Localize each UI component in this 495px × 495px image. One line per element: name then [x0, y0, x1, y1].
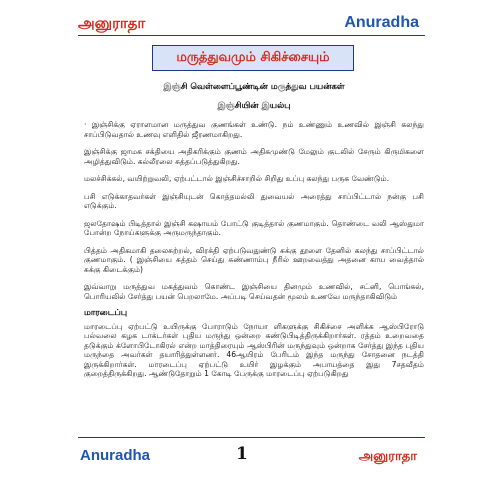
article-paragraph: · இஞ்சிக்கு ஏராளமான மருத்துவ குணங்கள் உண்டு. நம் உண்ணும் உணவில் இஞ்சி கலந்து சாப்பிடுவதால் உணவு எளிதில் ஜீரணமாகிறது.: [84, 120, 424, 139]
article-paragraph: பித்தம் அதிகமாகி தலைசுற்றல், விரக்தி ஏற்படுவதுண்டு சுக்கு தூளை தேனில் கலந்து சாப்பிட்டால் குணமாகும். ( இஞ்சியை சுத்தம் செய்து சுண்ணாம்பு நீரில் ஊறவைத்து அதனை காய வைத்தால் சுக்கு கிடைக்கும்): [84, 245, 424, 274]
article-paragraph: பசி எடுக்காதவர்கள் இஞ்சியுடன் கொத்தமல்லி துவையல் அரைத்து சாப்பிட்டால் நன்கு பசி எடுக்கும்.: [84, 191, 424, 210]
article-paragraph: இவ்வாறு மருத்துவ மகத்துவம் கொண்ட இஞ்சியை தினமும் உணவில், சட்னி, பொங்கல், பொரியலில் சேர்த்து பயன் பெறலாமே. அப்படி செய்வதன் மூலம் உணவே மருந்தாகிவிடும்: [84, 282, 424, 301]
footer-brand-tamil: அனுராதா: [358, 449, 417, 464]
header-divider: [78, 35, 425, 36]
article-body: [84, 80, 424, 387]
header-brand-english: Anuradha: [344, 14, 419, 31]
footer-brand-english: Anuradha: [80, 447, 151, 464]
page-number: 1: [236, 444, 248, 464]
footer-divider: [78, 437, 425, 438]
header-brand-tamil: அனுராதா: [78, 14, 146, 32]
section-heading: மாரடைப்பு: [84, 308, 128, 318]
section-paragraph: மாரடைப்பு ஏற்பட்டு உயிருக்கு போராடும் நோயா ளிகளுக்கு சிகிச்சை அளிக்க ஆஸ்பிரோடு பல்வலை கழக டாக்டர்கள் புதிய மருந்து ஒன்றை கண்டுபிடித்திருக்கிறார்கள். ரத்தம் உறைவதை தடுக்கும் க்ளோபிடோகிரல் என்ற மாத்திரையும் ஆஸ்பிரின் மருந்துவும் ஒன்றாக சேர்த்து இந்த புதிய மருந்தை அவர்கள் தயாரித்துள்ளனர். 46ஆயிரம் பேரிடம் இந்த மருந்து சோதனை நடத்தி இருக்கிறார்கள். மாரடைப்பு ஏற்பட்டு உயிர் இழக்கும் அபாயத்தை இது 7சதவீதம் குறைத்திருக்கிறது. ஆண்டுதோறும் 1 கோடி பேருக்கு மாரடைப்பு ஏற்படுகிறது: [84, 321, 424, 378]
article-heading: இஞ்சி வெள்ளைப்பூண்டின் மருத்துவ பயன்கள்: [163, 82, 345, 92]
article-paragraph: ஜலதோஷம் பிடித்தால் இஞ்சி கஷாயம் போட்டு குடித்தால் குணமாகும். தொண்டை வலி ஆஸ்துமா போன்ற நோய்களுக்கு அருமருந்தாகும்.: [84, 218, 424, 237]
page-title: மருத்துவமும் சிகிச்சையும்: [152, 45, 354, 71]
article-subheading: இஞ்சியின் இயல்பு: [217, 100, 291, 111]
article-paragraph: மலச்சிக்கல், வயிற்றுவலி, ஏற்பட்டால் இஞ்சிச்சாறில் சிறிது உப்பு கலந்து பருக வேண்டும்.: [84, 174, 390, 183]
article-paragraph: இஞ்சிக்கு ஜாமக சக்தியை அதிகரிக்கும் குணம் அதிகமுண்டு மேலும் குடலில் சேரும் கிருமிகளை அழித்துவிடும். கல்லீரலை சுத்தப்படுத்துகிறது.: [84, 147, 424, 166]
